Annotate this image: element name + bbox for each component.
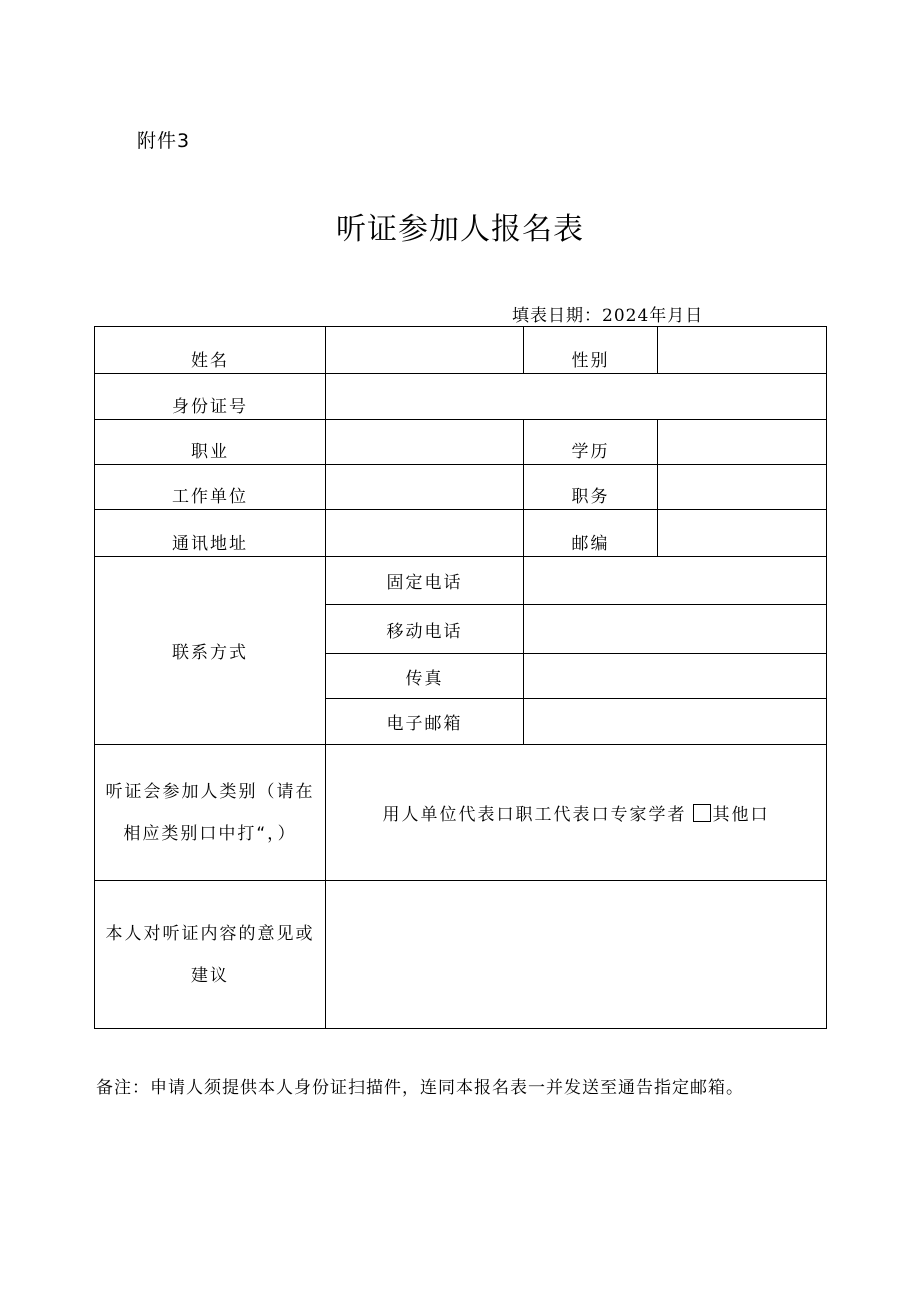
opinion-label (95, 881, 326, 1029)
address-label: 通讯地址 (95, 510, 326, 557)
category-label (95, 745, 326, 881)
gender-field[interactable] (658, 327, 827, 374)
form-row-address (95, 510, 827, 557)
category-options[interactable] (326, 745, 827, 881)
name-field[interactable] (326, 327, 524, 374)
opinion-label-line1: 本人对听证内容的意见或 (105, 923, 315, 944)
page-title: 听证参加人报名表 (336, 212, 584, 247)
mobile-label: 移动电话 (326, 605, 524, 654)
workplace-label: 工作单位 (95, 465, 326, 510)
education-field[interactable] (658, 420, 827, 465)
postcode-label: 邮编 (524, 510, 658, 557)
registration-form-table (94, 326, 827, 1029)
form-row-workplace (95, 465, 827, 510)
position-field[interactable] (658, 465, 827, 510)
email-field[interactable] (524, 699, 827, 745)
mobile-field[interactable] (524, 605, 827, 654)
contact-label: 联系方式 (95, 557, 326, 745)
category-label-line1: 听证会参加人类别（请在 (105, 781, 315, 802)
opinion-label-line2: 建议 (191, 965, 229, 986)
form-row-name (95, 327, 827, 374)
workplace-field[interactable] (326, 465, 524, 510)
checkbox-icon[interactable] (693, 804, 711, 822)
position-label: 职务 (524, 465, 658, 510)
postcode-field[interactable] (658, 510, 827, 557)
fill-date: 填表日期：2024年月日 (512, 306, 704, 326)
form-row-occupation (95, 420, 827, 465)
form-row-opinion (95, 881, 827, 1029)
id-number-field[interactable] (326, 374, 827, 420)
category-options-text: 用人单位代表口职工代表口专家学者 (382, 805, 687, 825)
email-label: 电子邮箱 (326, 699, 524, 745)
gender-label: 性别 (524, 327, 658, 374)
occupation-label: 职业 (95, 420, 326, 465)
name-label: 姓名 (95, 327, 326, 374)
landline-label: 固定电话 (326, 557, 524, 605)
form-row-category (95, 745, 827, 881)
fax-field[interactable] (524, 654, 827, 699)
footnote: 备注：申请人须提供本人身份证扫描件，连同本报名表一并发送至通告指定邮箱。 (96, 1078, 744, 1098)
category-label-line2: 相应类别口中打“，） (123, 823, 297, 844)
attachment-label: 附件3 (137, 130, 191, 152)
education-label: 学历 (524, 420, 658, 465)
address-field[interactable] (326, 510, 524, 557)
opinion-field[interactable] (326, 881, 827, 1029)
landline-field[interactable] (524, 557, 827, 605)
fax-label: 传真 (326, 654, 524, 699)
category-other-text: 其他口 (712, 805, 770, 825)
id-number-label: 身份证号 (95, 374, 326, 420)
occupation-field[interactable] (326, 420, 524, 465)
form-row-landline (95, 557, 827, 605)
form-row-id (95, 374, 827, 420)
